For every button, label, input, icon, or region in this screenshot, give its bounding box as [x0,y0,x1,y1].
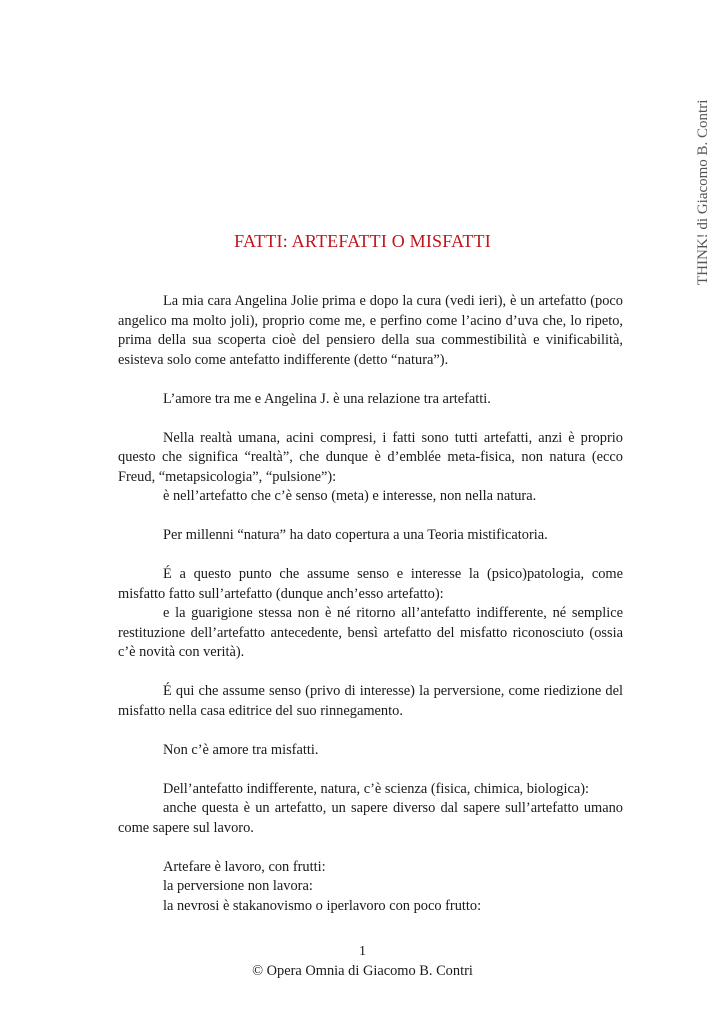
paragraph-line: Dell’antefatto indifferente, natura, c’è scienza (fisica, chimica, biologica): [163,780,590,797]
page-number: 1 [359,944,366,959]
side-label: THINK! di Giacomo B. Contri [695,99,711,285]
paragraph [118,292,623,370]
paragraph [118,858,623,917]
page-title: FATTI: ARTEFATTI O MISFATTI [234,231,491,251]
paragraph-line: É qui che assume senso (privo di interesse) la perversione, come riedizione del misfatto nella casa editrice del suo rinnegamento. [118,683,623,719]
paragraph [118,682,623,721]
paragraph-line: L’amore tra me e Angelina J. è una relazione tra artefatti. [163,390,491,407]
paragraph [118,526,623,546]
paragraph-line: e la guarigione stessa non è né ritorno all’antefatto indifferente, né semplice restituzione dell’artefatto antecedente, bensì artefatto del misfatto riconosciuto (ossia c’è novità con verità). [118,605,623,660]
paragraph-line: La mia cara Angelina Jolie prima e dopo la cura (vedi ieri), è un artefatto (poco angelico ma molto joli), proprio come me, e perfino come l’acino d’uva che, lo ripeto, prima della sua scoperta cioè del pensiero della sua commestibilità e vinificabilità, esisteva solo come antefatto indifferente (detto “natura”). [118,293,623,368]
paragraph-line: Artefare è lavoro, con frutti: [163,858,326,875]
paragraph-line: anche questa è un artefatto, un sapere diverso dal sapere sull’artefatto umano come sapere sul lavoro. [118,800,623,836]
paragraph-line: la perversione non lavora: [163,878,313,894]
paragraph [118,390,623,410]
paragraph [118,780,623,839]
paragraph-line: è nell’artefatto che c’è senso (meta) e interesse, non nella natura. [163,488,537,504]
paragraph-line: Nella realtà umana, acini compresi, i fatti sono tutti artefatti, anzi è proprio questo che significa “realtà”, che dunque è d’emblée meta-fisica, non natura (ecco Freud, “metapsicologia”, “pulsione”): [118,429,623,485]
paragraph [118,565,623,663]
paragraph [118,741,623,761]
paragraph-line: la nevrosi è stakanovismo o iperlavoro con poco frutto: [163,897,482,914]
paragraph-line: Non c’è amore tra misfatti. [163,741,319,758]
paragraph-line: Per millenni “natura” ha dato copertura a una Teoria mistificatoria. [163,527,548,543]
footer-copyright: © Opera Omnia di Giacomo B. Contri [252,963,473,979]
paragraph-line: É a questo punto che assume senso e interesse la (psico)patologia, come misfatto fatto sull’artefatto (dunque anch’esso artefatto): [118,566,623,602]
paragraph [118,429,623,507]
body-text [118,292,623,936]
